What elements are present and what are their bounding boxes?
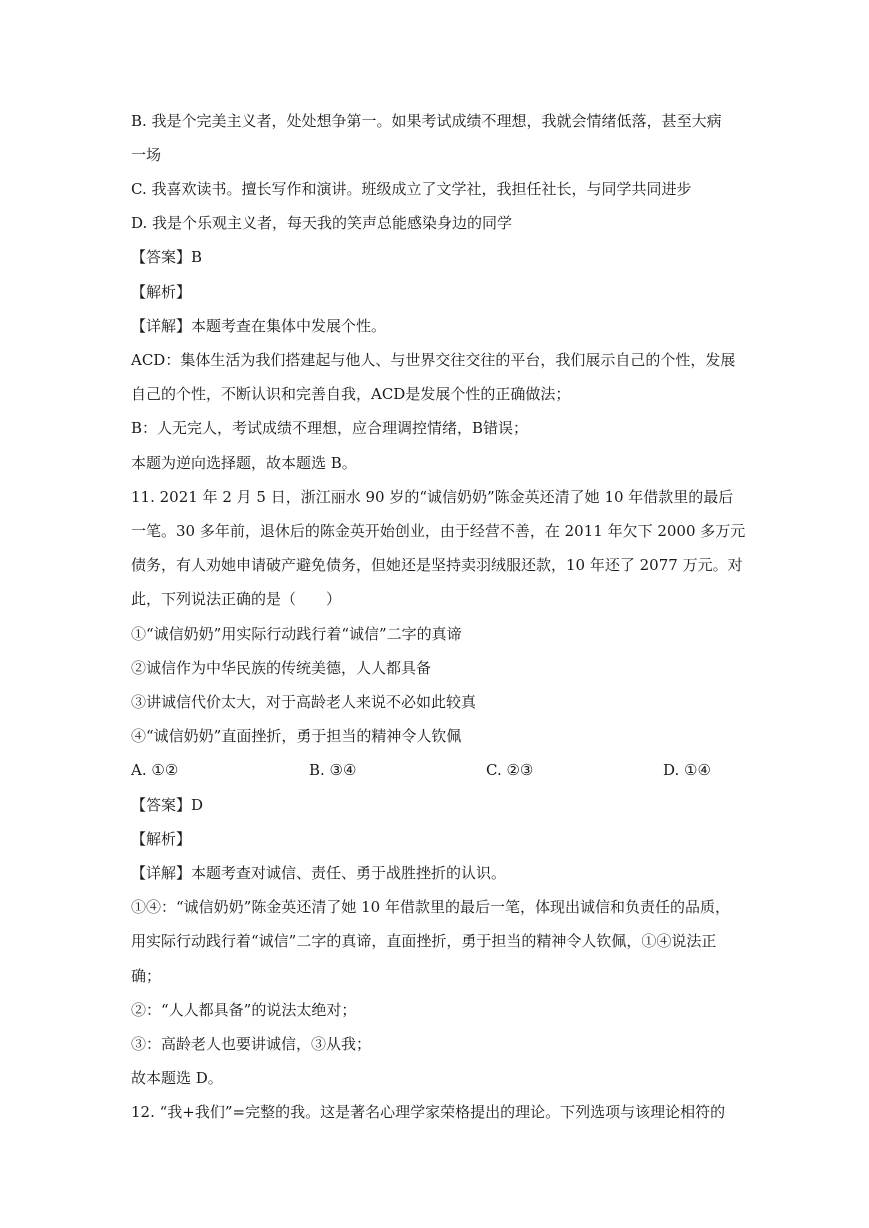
q11-stem-line3: 债务，有人劝她申请破产避免债务，但她还是坚持卖羽绒服还款，10 年还了 2077 万元。对 <box>131 556 743 574</box>
q11-stem-line2: 一笔。30 多年前，退休后的陈金英开始创业，由于经营不善，在 2011 年欠下 2000 多万元 <box>131 522 746 540</box>
q11-stem-line1: 11. 2021 年 2 月 5 日，浙江丽水 90 岁的“诚信奶奶”陈金英还清了她 10 年借款里的最后 <box>131 488 734 506</box>
q11-detail: 【详解】本题考查对诚信、责任、勇于战胜挫折的认识。 <box>131 864 507 882</box>
q10-acd-line2: 自己的个性，不断认识和完善自我，ACD是发展个性的正确做法； <box>131 385 571 403</box>
q11-choice-c: C. ②③ <box>486 761 534 779</box>
q11-explain-3: ③：高龄老人也要讲诚信，③从我； <box>131 1035 372 1053</box>
q10-acd-line1: ACD：集体生活为我们搭建起与他人、与世界交往交往的平台，我们展示自己的个性，发展 <box>131 351 736 369</box>
q11-item3: ③讲诚信代价太大，对于高龄老人来说不必如此较真 <box>131 693 477 711</box>
q10-option-b-line1: B. 我是个完美主义者，处处想争第一。如果考试成绩不理想，我就会情绪低落，甚至大病 <box>131 112 722 130</box>
q10-analysis-label: 【解析】 <box>131 283 192 301</box>
q11-choices <box>131 760 751 780</box>
q11-analysis-label: 【解析】 <box>131 830 192 848</box>
q11-item4: ④“诚信奶奶”直面挫折，勇于担当的精神令人钦佩 <box>131 727 462 745</box>
q11-explain-14-line2: 用实际行动践行着“诚信”二字的真谛，直面挫折，勇于担当的精神令人钦佩，①④说法正 <box>131 932 717 950</box>
q11-explain-14-line1: ①④：“诚信奶奶”陈金英还清了她 10 年借款里的最后一笔，体现出诚信和负责任的品质， <box>131 898 730 916</box>
q10-answer: 【答案】B <box>131 248 203 266</box>
q11-explain-14-line3: 确； <box>131 967 162 985</box>
q10-option-c: C. 我喜欢读书。擅长写作和演讲。班级成立了文学社，我担任社长，与同学共同进步 <box>131 180 692 198</box>
q10-conclusion: 本题为逆向选择题，故本题选 B。 <box>131 454 357 472</box>
q11-choice-d: D. ①④ <box>663 761 711 779</box>
q10-detail: 【详解】本题考查在集体中发展个性。 <box>131 317 387 335</box>
q10-option-d: D. 我是个乐观主义者，每天我的笑声总能感染身边的同学 <box>131 214 513 232</box>
q11-item2: ②诚信作为中华民族的传统美德，人人都具备 <box>131 659 432 677</box>
q10-b-explain: B：人无完人，考试成绩不理想，应合理调控情绪，B错误； <box>131 419 529 437</box>
q11-answer: 【答案】D <box>131 796 204 814</box>
q11-explain-2: ②：“人人都具备”的说法太绝对； <box>131 1001 357 1019</box>
q11-choice-b: B. ③④ <box>309 761 357 779</box>
q11-choice-a: A. ①② <box>131 761 179 779</box>
q11-stem-line4: 此，下列说法正确的是（ ） <box>131 590 342 608</box>
q12-stem-line1: 12. “我+我们”=完整的我。这是著名心理学家荣格提出的理论。下列选项与该理论相符的 <box>131 1103 726 1121</box>
q11-item1: ①“诚信奶奶”用实际行动践行着“诚信”二字的真谛 <box>131 625 462 643</box>
q10-option-b-line2: 一场 <box>131 146 162 164</box>
q11-conclusion: 故本题选 D。 <box>131 1069 223 1087</box>
